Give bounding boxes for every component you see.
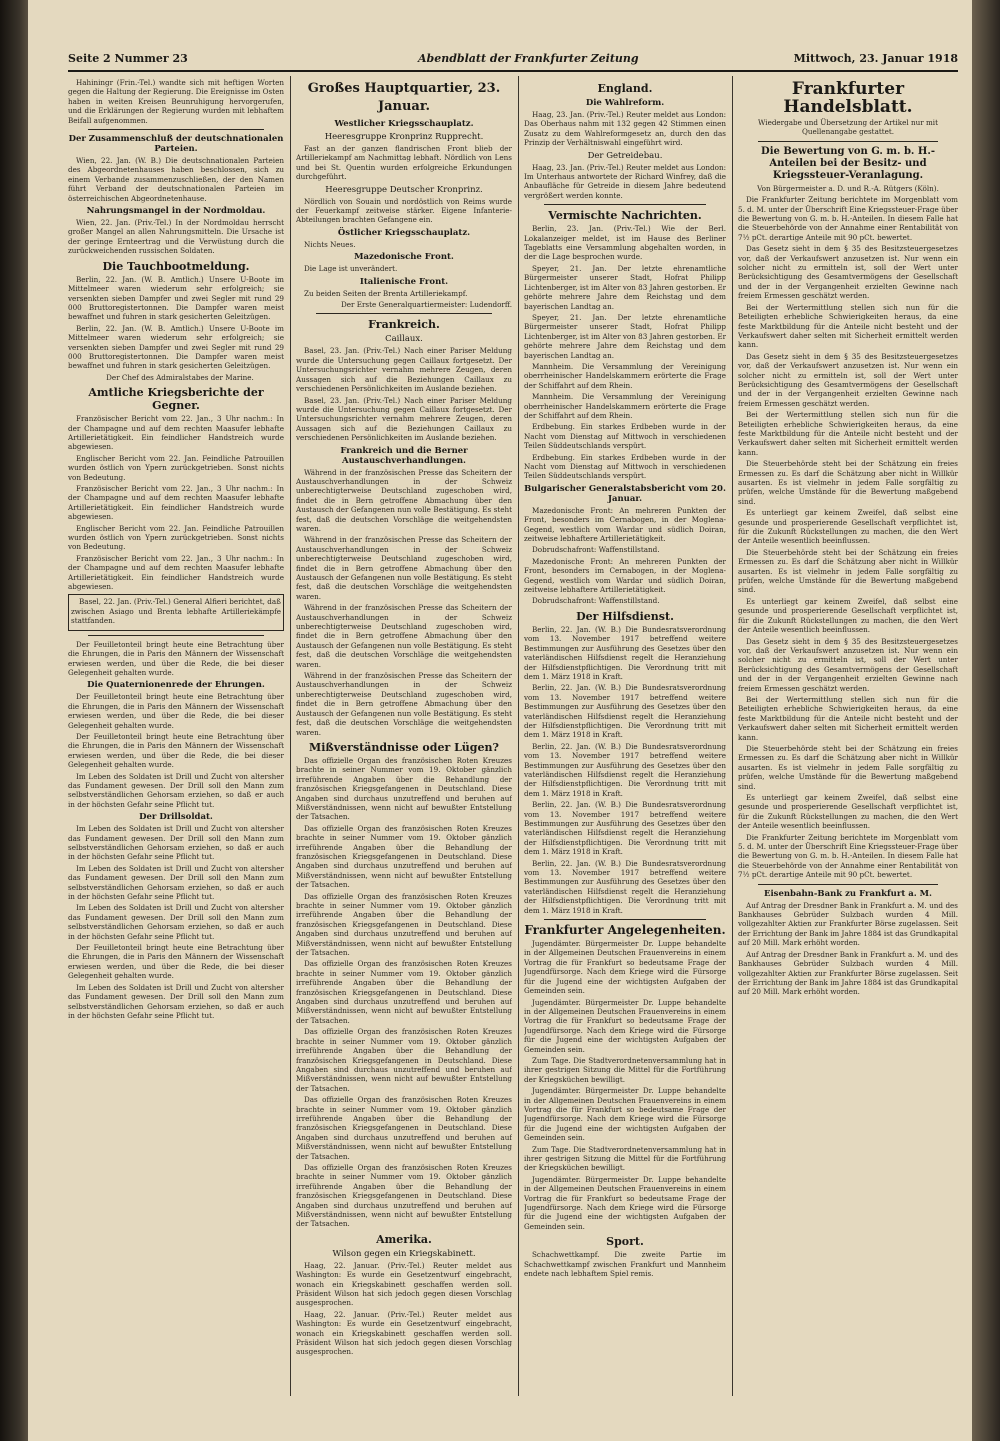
article-heading: Die Bewertung von G. m. b. H.-Anteilen bei der Besitz- und Kriegssteuer-Veranlagung.: [761, 145, 935, 181]
paragraph: Es unterliegt gar keinem Zweifel, daß selbst eine gesunde und prosperierende Gesellschaft verpflichtet ist, für die Zukunft Rückstellungen zu machen, die den Wert der Anteile wesentlich beeinflussen.: [738, 596, 958, 635]
paragraph: Jugendämter. Bürgermeister Dr. Luppe behandelte in der Allgemeinen Deutschen Frauenvereins in einem Vortrag die für Frankfurt so bedeutsame Frage der Jugendfürsorge. Nach dem Kriege wird die Fürsorge für die Jugend eine der wichtigsten Aufgaben der Gemeinden sein.: [524, 1086, 726, 1143]
paragraph: Berlin, 22. Jan. (W. B.) Die Bundesratsverordnung vom 13. November 1917 betreffend weitere Bestimmungen zur Ausführung des Gesetzes über den vaterländischen Hilfsdienst regelt die Heranziehung der Hilfsdienstpflichtigen. Die Verordnung tritt mit dem 1. März 1918 in Kraft.: [524, 624, 726, 681]
paragraph: Das offizielle Organ des französischen Roten Kreuzes brachte in seiner Nummer vom 19. Oktober gänzlich irreführende Angaben über die Behandlung der französischen Kriegsgefangenen in Deutschland. Diese Angaben sind durchaus unzutreffend und beruhen auf Mißverständnissen, wenn nicht auf bewußter Entstellung der Tatsachen.: [296, 823, 512, 890]
paragraph: Dobrudschafront: Waffenstillstand.: [532, 545, 660, 555]
column-3: [524, 78, 726, 1388]
paragraph: Mazedonische Front: An mehreren Punkten der Front, besonders im Cernabogen, in der Moglena-Gegend, westlich vom Wardar und südlich Doiran, zeitweise lebhaftere Artillerietätigkeit.: [524, 505, 726, 544]
paragraph: Basel, 23. Jan. (Priv.-Tel.) Nach einer Pariser Meldung wurde die Untersuchung gegen Caillaux fortgesetzt. Der Untersuchungsrichter vernahm mehrere Zeugen, deren Aussagen sich auf die Beziehungen Caillaux zu verschiedenen Persönlichkeiten im Auslande beziehen.: [296, 346, 512, 394]
paragraph: Berlin, 22. Jan. (W. B.) Die Bundesratsverordnung vom 13. November 1917 betreffend weitere Bestimmungen zur Ausführung des Gesetzes über den vaterländischen Hilfsdienst regelt die Heranziehung der Hilfsdienstpflichtigen. Die Verordnung tritt mit dem 1. März 1918 in Kraft.: [524, 683, 726, 740]
paragraph: Der Feuilletonteil bringt heute eine Betrachtung über die Ehrungen, die in Paris den Männern der Wissenschaft erwiesen werden, und über die Rede, die bei dieser Gelegenheit gehalten wurde.: [68, 943, 284, 981]
article-heading: Nahrungsmangel in der Nordmoldau.: [86, 206, 266, 217]
article-heading: Der Hilfsdienst.: [576, 609, 674, 623]
column-divider: [290, 76, 291, 1396]
article-heading: England.: [597, 82, 653, 95]
subheading: Die Wahlreform.: [585, 98, 665, 108]
paragraph: Haag, 23. Jan. (Priv.-Tel.) Reuter meldet aus London: Das Oberhaus nahm mit 132 gegen 42 Stimmen einen Zusatz zu dem Wahlreformgesetz an, durch den das Prinzip der Verhältniswahl eingeführt wird.: [524, 110, 726, 148]
paragraph: Wien, 22. Jan. (W. B.) Die deutschnationalen Parteien des Abgeordnetenhauses haben beschlossen, sich zu einem Verbande zusammenzuschließen, der den Namen führt Verband der deutschnationalen Parteien im österreichischen Abgeordnetenhause.: [68, 156, 284, 203]
paragraph: Während in der französischen Presse das Scheitern der Austauschverhandlungen in der Schweiz unberechtigterweise Deutschland zugeschoben wird, findet die in Bern getroffene Abmachung über den Austausch der Gefangenen nun volle Bestätigung. Es steht fest, daß die deutschen Vorschläge die weitgehendsten waren.: [296, 603, 512, 669]
paragraph: Das Gesetz sieht in dem § 35 des Besitzsteuergesetzes vor, daß der Verkaufswert anzusetzen ist. Nur wenn ein solcher nicht zu ermitteln ist, soll der Wert unter Berücksichtigung des Gesamtvermögens der Gesellschaft und der in der Vergangenheit erzielten Gewinne nach freiem Ermessen geschätzt werden.: [738, 244, 958, 301]
divider: [316, 313, 492, 314]
paragraph: Es unterliegt gar keinem Zweifel, daß selbst eine gesunde und prosperierende Gesellschaft verpflichtet ist, für die Zukunft Rückstellungen zu machen, die den Wert der Anteile wesentlich beeinflussen.: [738, 508, 958, 546]
paragraph: Berlin, 22. Jan. (W. B.) Die Bundesratsverordnung vom 13. November 1917 betreffend weitere Bestimmungen zur Ausführung des Gesetzes über den vaterländischen Hilfsdienst regelt die Heranziehung der Hilfsdienstpflichtigen. Die Verordnung tritt mit dem 1. März 1918 in Kraft.: [524, 858, 726, 915]
paragraph: Berlin, 22. Jan. (W. B. Amtlich.) Unsere U-Boote im Mittelmeer waren wiederum sehr erfolgreich; sie versenkten sieben Dampfer und zwei Segler mit rund 29 000 Bruttoregistertonnen. Die Dampfer waren meist bewaffnet und fuhren in stark gesicherten Geleitzügen.: [68, 274, 284, 322]
paragraph: Zu beiden Seiten der Brenta Artilleriekampf.: [304, 288, 468, 298]
paragraph: Französischer Bericht vom 22. Jan., 3 Uhr nachm.: In der Champagne und auf dem rechten Maasufer lebhafte Artillerietätigkeit. Ein feindlicher Handstreich wurde abgewiesen.: [68, 484, 284, 522]
page-number: Seite 2 Nummer 23: [68, 52, 188, 65]
paragraph: Schachwettkampf. Die zweite Partie im Schachwettkampf zwischen Frankfurt und Mannheim endete nach lebhaftem Spiel remis.: [524, 1250, 726, 1279]
paragraph: Berlin, 22. Jan. (W. B.) Die Bundesratsverordnung vom 13. November 1917 betreffend weitere Bestimmungen zur Ausführung des Gesetzes über den vaterländischen Hilfsdienst regelt die Heranziehung der Hilfsdienstpflichtigen. Die Verordnung tritt mit dem 1. März 1918 in Kraft.: [524, 741, 726, 798]
paragraph: Französischer Bericht vom 22. Jan., 3 Uhr nachm.: In der Champagne und auf dem rechten Maasufer lebhafte Artillerietätigkeit. Ein feindlicher Handstreich wurde abgewiesen.: [68, 414, 284, 452]
subheading: Der Getreidebau.: [587, 150, 663, 161]
page-edge: [972, 0, 1000, 1441]
paragraph: Die Steuerbehörde steht bei der Schätzung ein freies Ermessen zu. Es darf die Schätzung aber nicht in Willkür ausarten. Es ist vielmehr in jedem Falle sorgfältig zu prüfen, welche Umstände für die Bewertung maßgebend sind.: [738, 547, 958, 595]
subheading: Heeresgruppe Kronprinz Rupprecht.: [324, 132, 484, 142]
paragraph: Der Feuilletonteil bringt heute eine Betrachtung über die Ehrungen, die in Paris den Männern der Wissenschaft erwiesen werden, und über die Rede, die bei dieser Gelegenheit gehalten wurde.: [68, 639, 284, 677]
book-binding: [0, 0, 28, 1441]
paragraph: Das offizielle Organ des französischen Roten Kreuzes brachte in seiner Nummer vom 19. Oktober gänzlich irreführende Angaben über die Behandlung der französischen Kriegsgefangenen in Deutschland. Diese Angaben sind durchaus unzutreffend und beruhen auf Mißverständnissen, wenn nicht auf bewußter Entstellung der Tatsachen.: [296, 1162, 512, 1229]
newspaper-page: [28, 0, 972, 1441]
paragraph: Bei der Wertermittlung stellen sich nun für die Beteiligten erhebliche Schwierigkeiten heraus, da eine feste Marktbildung für die Anteile nicht besteht und der Verkaufswert daher selten mit Sicherheit ermittelt werden kann.: [738, 302, 958, 350]
paragraph: Auf Antrag der Dresdner Bank in Frankfurt a. M. und des Bankhauses Gebrüder Sulzbach wurden 4 Mill. vollgezahlter Aktien zur Frankfurter Börse zugelassen. Seit der Errichtung der Bank im Jahre 1884 ist das Grundkapital auf 20 Mill. Mark erhöht worden.: [738, 900, 958, 948]
signature: Der Erste Generalquartiermeister: Ludendorff.: [341, 300, 512, 310]
paragraph: Im Leben des Soldaten ist Drill und Zucht von altersher das Fundament gewesen. Der Drill soll den Mann zum selbstverständlichen Gehorsam erziehen, so daß er auch in der höchsten Gefahr seine Pflicht tut.: [68, 824, 284, 862]
article-heading: Bulgarischer Generalstabsbericht vom 20. Januar.: [524, 483, 726, 504]
paragraph: Das offizielle Organ des französischen Roten Kreuzes brachte in seiner Nummer vom 19. Oktober gänzlich irreführende Angaben über die Behandlung der französischen Kriegsgefangenen in Deutschland. Diese Angaben sind durchaus unzutreffend und beruhen auf Mißverständnissen, wenn nicht auf bewußter Entstellung der Tatsachen.: [296, 755, 512, 822]
paragraph: Haag, 22. Januar. (Priv.-Tel.) Reuter meldet aus Washington: Es wurde ein Gesetzentwurf eingebracht, wonach ein Kriegskabinett geschaffen werden soll. Präsident Wilson hat sich jedoch gegen diesen Vorschlag ausgesprochen.: [296, 1309, 512, 1357]
article-heading: Frankfurter Angelegenheiten.: [524, 923, 726, 938]
paragraph: Während in der französischen Presse das Scheitern der Austauschverhandlungen in der Schweiz unberechtigterweise Deutschland zugeschoben wird, findet die in Bern getroffene Abmachung über den Austausch der Gefangenen nun volle Bestätigung. Es steht fest, daß die deutschen Vorschläge die weitgehendsten waren.: [296, 671, 512, 737]
paragraph: Während in der französischen Presse das Scheitern der Austauschverhandlungen in der Schweiz unberechtigterweise Deutschland zugeschoben wird, findet die in Bern getroffene Abmachung über den Austausch der Gefangenen nun volle Bestätigung. Es steht fest, daß die deutschen Vorschläge die weitgehendsten waren.: [296, 535, 512, 601]
column-2: [296, 78, 512, 1388]
newspaper-title: Abendblatt der Frankfurter Zeitung: [418, 52, 639, 65]
paragraph: Erdbebung. Ein starkes Erdbeben wurde in der Nacht vom Dienstag auf Mittwoch in verschiedenen Teilen Süddeutschlands verspürt.: [524, 422, 726, 451]
divider: [88, 129, 264, 130]
paragraph: Das offizielle Organ des französischen Roten Kreuzes brachte in seiner Nummer vom 19. Oktober gänzlich irreführende Angaben über die Behandlung der französischen Kriegsgefangenen in Deutschland. Diese Angaben sind durchaus unzutreffend und beruhen auf Mißverständnissen, wenn nicht auf bewußter Entstellung der Tatsachen.: [296, 891, 512, 958]
masthead: [68, 50, 958, 70]
paragraph: Englischer Bericht vom 22. Jan. Feindliche Patrouillen wurden östlich von Ypern zurückgetrieben. Sonst nichts von Bedeutung.: [68, 523, 284, 552]
paragraph: Das offizielle Organ des französischen Roten Kreuzes brachte in seiner Nummer vom 19. Oktober gänzlich irreführende Angaben über die Behandlung der französischen Kriegsgefangenen in Deutschland. Diese Angaben sind durchaus unzutreffend und beruhen auf Mißverständnissen, wenn nicht auf bewußter Entstellung der Tatsachen.: [296, 1027, 512, 1093]
column-1: [68, 78, 284, 1388]
article-heading: Amerika.: [376, 1232, 432, 1246]
masthead-rule: [68, 70, 958, 72]
paragraph: Berlin, 23. Jan. (Priv.-Tel.) Wie der Berl. Lokalanzeiger meldet, ist im Hause des Berliner Tageblatts eine Versammlung abgehalten worden, in der die Lage besprochen wurde.: [524, 224, 726, 262]
column-4: [738, 78, 958, 1388]
signature: Der Chef des Admiralstabes der Marine.: [106, 372, 254, 382]
boxed-notice: [68, 594, 284, 630]
paragraph: Hahiningr (Frin.-Tel.) wandte sich mit heftigen Worten gegen die Haltung der Regierung. Die Ereignisse im Osten haben in weiten Kreisen Beunruhigung hervorgerufen, und die Erklärungen der Regierung wurden mit lebhaftem Beifall aufgenommen.: [68, 78, 284, 125]
column-divider: [732, 76, 733, 1396]
author-line: Von Bürgermeister a. D. und R.-A. Rütgers (Köln).: [757, 183, 939, 193]
divider: [544, 919, 706, 920]
paragraph: Zum Tage. Die Stadtverordnetenversammlung hat in ihrer gestrigen Sitzung die Mittel für die Fortführung der Kriegsküchen bewilligt.: [524, 1144, 726, 1173]
section-heading: Frankfurter Handelsblatt.: [783, 79, 913, 117]
paragraph: Die Lage ist unverändert.: [304, 264, 398, 274]
paragraph: Englischer Bericht vom 22. Jan. Feindliche Patrouillen wurden östlich von Ypern zurückgetrieben. Sonst nichts von Bedeutung.: [68, 453, 284, 482]
paragraph: Haag, 22. Januar. (Priv.-Tel.) Reuter meldet aus Washington: Es wurde ein Gesetzentwurf eingebracht, wonach ein Kriegskabinett geschaffen werden soll. Präsident Wilson hat sich jedoch gegen diesen Vorschlag ausgesprochen.: [296, 1260, 512, 1308]
subheading: Westlicher Kriegsschauplatz.: [334, 119, 474, 129]
paragraph: Fast an der ganzen flandrischen Front blieb der Artilleriekampf am Nachmittag lebhaft. Nördlich von Lens und bei St. Quentin wurden erfolgreiche Erkundungen durchgeführt.: [296, 144, 512, 182]
paragraph: Das offizielle Organ des französischen Roten Kreuzes brachte in seiner Nummer vom 19. Oktober gänzlich irreführende Angaben über die Behandlung der französischen Kriegsgefangenen in Deutschland. Diese Angaben sind durchaus unzutreffend und beruhen auf Mißverständnissen, wenn nicht auf bewußter Entstellung der Tatsachen.: [296, 959, 512, 1025]
paragraph: Im Leben des Soldaten ist Drill und Zucht von altersher das Fundament gewesen. Der Drill soll den Mann zum selbstverständlichen Gehorsam erziehen, so daß er auch in der höchsten Gefahr seine Pflicht tut.: [68, 771, 284, 809]
paragraph: Haag, 23. Jan. (Priv.-Tel.) Reuter meldet aus London: Im Unterhaus antwortete der Richard Winfrey, daß die Anbaufläche für Getreide in diesem Jahre bedeutend vergrößert werden konnte.: [524, 162, 726, 200]
paragraph: Jugendämter. Bürgermeister Dr. Luppe behandelte in der Allgemeinen Deutschen Frauenvereins in einem Vortrag die für Frankfurt so bedeutsame Frage der Jugendfürsorge. Nach dem Kriege wird die Fürsorge für die Jugend eine der wichtigsten Aufgaben der Gemeinden sein.: [524, 997, 726, 1054]
article-heading: Frankreich.: [368, 318, 440, 332]
paragraph: Berlin, 22. Jan. (W. B.) Die Bundesratsverordnung vom 13. November 1917 betreffend weitere Bestimmungen zur Ausführung des Gesetzes über den vaterländischen Hilfsdienst regelt die Heranziehung der Hilfsdienstpflichtigen. Die Verordnung tritt mit dem 1. März 1918 in Kraft.: [524, 800, 726, 857]
paragraph: Die Steuerbehörde steht bei der Schätzung ein freies Ermessen zu. Es darf die Schätzung aber nicht in Willkür ausarten. Es ist vielmehr in jedem Falle sorgfältig zu prüfen, welche Umstände für die Bewertung maßgebend sind.: [738, 459, 958, 506]
subheading: Caillaux.: [385, 334, 423, 345]
paragraph: Wien, 22. Jan. (Priv.-Tel.) In der Nordmoldau herrscht großer Mangel an allen Nahrungsmitteln. Die Ursache ist der geringe Ernteertrag und die Verwüstung durch die zurückweichenden russischen Soldaten.: [68, 218, 284, 256]
subheading: Wilson gegen ein Kriegskabinett.: [332, 1248, 476, 1259]
paragraph: Basel, 22. Jan. (Priv.-Tel.) General Alfieri berichtet, daß zwischen Asiago und Brenta lebhafte Artilleriekämpfe stattfanden.: [71, 597, 281, 626]
paragraph: Jugendämter. Bürgermeister Dr. Luppe behandelte in der Allgemeinen Deutschen Frauenvereins in einem Vortrag die für Frankfurt so bedeutsame Frage der Jugendfürsorge. Nach dem Kriege wird die Fürsorge für die Jugend eine der wichtigsten Aufgaben der Gemeinden sein.: [524, 1174, 726, 1231]
paragraph: Der Feuilletonteil bringt heute eine Betrachtung über die Ehrungen, die in Paris den Männern der Wissenschaft erwiesen werden, und über die Rede, die bei dieser Gelegenheit gehalten wurde.: [68, 692, 284, 730]
paragraph: Der Feuilletonteil bringt heute eine Betrachtung über die Ehrungen, die in Paris den Männern der Wissenschaft erwiesen werden, und über die Rede, die bei dieser Gelegenheit gehalten wurde.: [68, 731, 284, 770]
paragraph: Mannheim. Die Versammlung der Vereinigung oberrheinischer Handelskammern erörterte die Frage der Schiffahrt auf dem Rhein.: [524, 361, 726, 390]
paragraph: Während in der französischen Presse das Scheitern der Austauschverhandlungen in der Schweiz unberechtigterweise Deutschland zugeschoben wird, findet die in Bern getroffene Abmachung über den Austausch der Gefangenen nun volle Bestätigung. Es steht fest, daß die deutschen Vorschläge die weitgehendsten waren.: [296, 467, 512, 533]
paragraph: Französischer Bericht vom 22. Jan., 3 Uhr nachm.: In der Champagne und auf dem rechten Maasufer lebhafte Artillerietätigkeit. Ein feindlicher Handstreich wurde abgewiesen.: [68, 553, 284, 592]
paragraph: Auf Antrag der Dresdner Bank in Frankfurt a. M. und des Bankhauses Gebrüder Sulzbach wurden 4 Mill. vollgezahlter Aktien zur Frankfurter Börse zugelassen. Seit der Errichtung der Bank im Jahre 1884 ist das Grundkapital auf 20 Mill. Mark erhöht worden.: [738, 949, 958, 997]
feuilleton-heading: Der Drillsoldat.: [139, 812, 213, 823]
column-divider: [518, 76, 519, 1396]
article-heading: Eisenbahn-Bank zu Frankfurt a. M.: [763, 888, 933, 899]
paragraph: Erdbebung. Ein starkes Erdbeben wurde in der Nacht vom Dienstag auf Mittwoch in verschiedenen Teilen Süddeutschlands verspürt.: [524, 452, 726, 481]
article-heading: Mißverständnisse oder Lügen?: [309, 740, 499, 754]
divider: [544, 204, 706, 205]
subheading: Italienische Front.: [359, 276, 449, 287]
paragraph: Bei der Wertermittlung stellen sich nun für die Beteiligten erhebliche Schwierigkeiten heraus, da eine feste Marktbildung für die Anteile nicht besteht und der Verkaufswert daher selten mit Sicherheit ermittelt werden kann.: [738, 410, 958, 457]
article-heading: Sport.: [606, 1235, 644, 1249]
divider: [758, 141, 938, 142]
issue-date: Mittwoch, 23. Januar 1918: [793, 52, 958, 65]
paragraph: Es unterliegt gar keinem Zweifel, daß selbst eine gesunde und prosperierende Gesellschaft verpflichtet ist, für die Zukunft Rückstellungen zu machen, die den Wert der Anteile wesentlich beeinflussen.: [738, 793, 958, 831]
paragraph: Speyer, 21. Jan. Der letzte ehrenamtliche Bürgermeister unserer Stadt, Hofrat Philipp Lichtenberger, ist im Alter von 83 Jahren gestorben. Er gehörte mehrere Jahre dem Reichstag und dem bayerischen Landtag an.: [524, 263, 726, 311]
paragraph: Basel, 23. Jan. (Priv.-Tel.) Nach einer Pariser Meldung wurde die Untersuchung gegen Caillaux fortgesetzt. Der Untersuchungsrichter vernahm mehrere Zeugen, deren Aussagen sich auf die Beziehungen Caillaux zu verschiedenen Persönlichkeiten im Auslande beziehen.: [296, 395, 512, 443]
paragraph: Nichts Neues.: [304, 239, 356, 249]
paragraph: Die Steuerbehörde steht bei der Schätzung ein freies Ermessen zu. Es darf die Schätzung aber nicht in Willkür ausarten. Es ist vielmehr in jedem Falle sorgfältig zu prüfen, welche Umstände für die Bewertung maßgebend sind.: [738, 743, 958, 791]
paragraph: Das Gesetz sieht in dem § 35 des Besitzsteuergesetzes vor, daß der Verkaufswert anzusetzen ist. Nur wenn ein solcher nicht zu ermitteln ist, soll der Wert unter Berücksichtigung des Gesamtvermögens der Gesellschaft und der in der Vergangenheit erzielten Gewinne nach freiem Ermessen geschätzt werden.: [738, 351, 958, 408]
paragraph: Berlin, 22. Jan. (W. B. Amtlich.) Unsere U-Boote im Mittelmeer waren wiederum sehr erfolgreich; sie versenkten sieben Dampfer und zwei Segler mit rund 29 000 Bruttoregistertonnen. Die Dampfer waren meist bewaffnet und fuhren in stark gesicherten Geleitzügen.: [68, 323, 284, 371]
paragraph: Im Leben des Soldaten ist Drill und Zucht von altersher das Fundament gewesen. Der Drill soll den Mann zum selbstverständlichen Gehorsam erziehen, so daß er auch in der höchsten Gefahr seine Pflicht tut.: [68, 863, 284, 902]
paragraph: Mazedonische Front: An mehreren Punkten der Front, besonders im Cernabogen, in der Moglena-Gegend, westlich vom Wardar und südlich Doiran, zeitweise lebhaftere Artillerietätigkeit.: [524, 556, 726, 595]
divider: [88, 635, 264, 636]
divider: [758, 884, 938, 885]
paragraph: Mannheim. Die Versammlung der Vereinigung oberrheinischer Handelskammern erörterte die Frage der Schiffahrt auf dem Rhein.: [524, 392, 726, 420]
subheading: Östlicher Kriegsschauplatz.: [337, 227, 471, 238]
article-heading: Großes Hauptquartier, 23. Januar.: [307, 81, 501, 114]
subheading: Mazedonische Front.: [354, 252, 454, 263]
article-heading: Amtliche Kriegsberichte der Gegner.: [88, 386, 264, 413]
article-heading: Frankreich und die Berner Austauschverhandlungen.: [340, 445, 468, 466]
paragraph: Im Leben des Soldaten ist Drill und Zucht von altersher das Fundament gewesen. Der Drill soll den Mann zum selbstverständlichen Gehorsam erziehen, so daß er auch in der höchsten Gefahr seine Pflicht tut.: [68, 903, 284, 941]
subheading: Heeresgruppe Deutscher Kronprinz.: [325, 184, 483, 195]
paragraph: Bei der Wertermittlung stellen sich nun für die Beteiligten erhebliche Schwierigkeiten heraus, da eine feste Marktbildung für die Anteile nicht besteht und der Verkaufswert daher selten mit Sicherheit ermittelt werden kann.: [738, 694, 958, 742]
paragraph: Das offizielle Organ des französischen Roten Kreuzes brachte in seiner Nummer vom 19. Oktober gänzlich irreführende Angaben über die Behandlung der französischen Kriegsgefangenen in Deutschland. Diese Angaben sind durchaus unzutreffend und beruhen auf Mißverständnissen, wenn nicht auf bewußter Entstellung der Tatsachen.: [296, 1095, 512, 1161]
paragraph: Nördlich von Souain und nordöstlich von Reims wurde der Feuerkampf zeitweise stärker. Eigene Infanterie-Abteilungen brachten Gefangene ein.: [296, 196, 512, 225]
paragraph: Im Leben des Soldaten ist Drill und Zucht von altersher das Fundament gewesen. Der Drill soll den Mann zum selbstverständlichen Gehorsam erziehen, so daß er auch in der höchsten Gefahr seine Pflicht tut.: [68, 982, 284, 1020]
paragraph: Speyer, 21. Jan. Der letzte ehrenamtliche Bürgermeister unserer Stadt, Hofrat Philipp Lichtenberger, ist im Alter von 83 Jahren gestorben. Er gehörte mehrere Jahre dem Reichstag und dem bayerischen Landtag an.: [524, 312, 726, 360]
feuilleton-heading: Die Quaternionenrede der Ehrungen.: [87, 680, 265, 691]
paragraph: Zum Tage. Die Stadtverordnetenversammlung hat in ihrer gestrigen Sitzung die Mittel für die Fortführung der Kriegsküchen bewilligt.: [524, 1055, 726, 1084]
paragraph: Die Frankfurter Zeitung berichtete im Morgenblatt vom 5. d. M. unter der Überschrift Eine Kriegssteuer-Frage über die Bewertung von G. m. b. H.-Anteilen. In diesem Falle hat die Steuerbehörde von der Annahme einer Rentabilität von 7½ pCt. derartige Anteile mit 90 pCt. bewertet.: [738, 195, 958, 242]
paragraph: Jugendämter. Bürgermeister Dr. Luppe behandelte in der Allgemeinen Deutschen Frauenvereins in einem Vortrag die für Frankfurt so bedeutsame Frage der Jugendfürsorge. Nach dem Kriege wird die Fürsorge für die Jugend eine der wichtigsten Aufgaben der Gemeinden sein.: [524, 939, 726, 996]
article-heading: Vermischte Nachrichten.: [548, 209, 702, 223]
article-heading: Der Zusammenschluß der deutschnationalen Parteien.: [68, 134, 284, 155]
paragraph: Dobrudschafront: Waffenstillstand.: [532, 596, 660, 606]
paragraph: Das Gesetz sieht in dem § 35 des Besitzsteuergesetzes vor, daß der Verkaufswert anzusetzen ist. Nur wenn ein solcher nicht zu ermitteln ist, soll der Wert unter Berücksichtigung des Gesamtvermögens der Gesellschaft und der in der Vergangenheit erzielten Gewinne nach freiem Ermessen geschätzt werden.: [738, 636, 958, 693]
paragraph: Die Frankfurter Zeitung berichtete im Morgenblatt vom 5. d. M. unter der Überschrift Eine Kriegssteuer-Frage über die Bewertung von G. m. b. H.-Anteilen. In diesem Falle hat die Steuerbehörde von der Annahme einer Rentabilität von 7½ pCt. derartige Anteile mit 90 pCt. bewertet.: [738, 832, 958, 880]
article-heading: Die Tauchbootmeldung.: [102, 259, 250, 273]
subline: Wiedergabe und Übersetzung der Artikel nur mit Quellenangabe gestattet.: [758, 118, 938, 137]
